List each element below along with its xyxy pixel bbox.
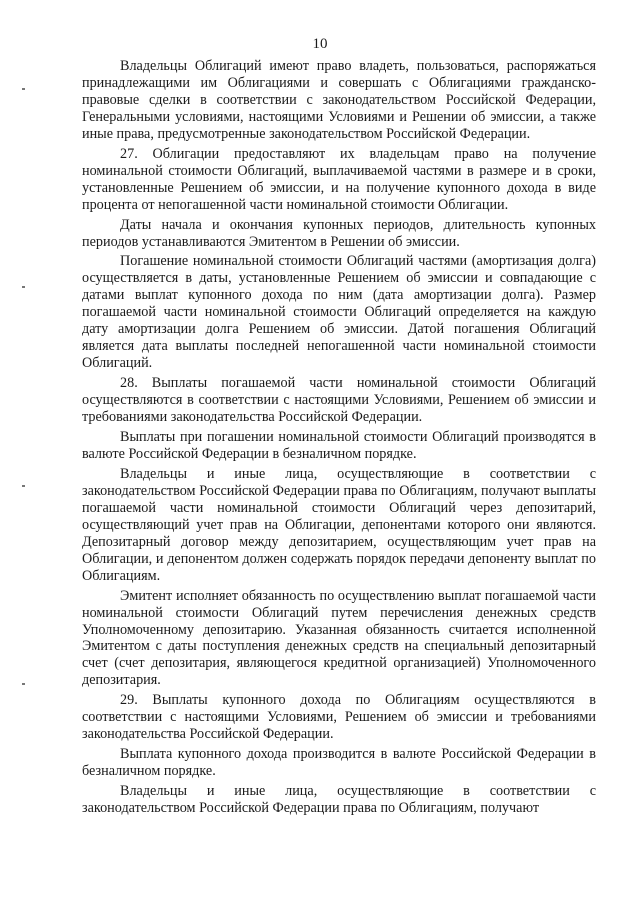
paragraph-28: 28. Выплаты погашаемой части номинальной стоимости Облигаций осуществляются в соответствии с настоящими Условиями, Решением об эмиссии и требованиями законодательства Российской Федерации. — [82, 375, 596, 426]
paragraph-amortization: Погашение номинальной стоимости Облигаций частями (амортизация долга) осуществляется в даты, установленные Решением об эмиссии и совпадающие с датами выплат купонного дохода по ним (дата амортизации долга). Размер погашаемой части номинальной стоимости Облигаций определяется на каждую дату амортизации долга Решением об эмиссии. Датой погашения Облигаций является дата выплаты последней непогашенной части номинальной стоимости Облигаций. — [82, 253, 596, 372]
scan-margin-mark — [22, 485, 25, 487]
paragraph-owners-receive: Владельцы и иные лица, осуществляющие в соответствии с законодательством Российской Федерации права по Облигациям, получают — [82, 783, 596, 817]
paragraph-issuer-obligation: Эмитент исполняет обязанность по осуществлению выплат погашаемой части номинальной стоимости Облигаций путем перечисления денежных средств Уполномоченному депозитарию. Указанная обязанность считается исполненной Эмитентом с даты поступления денежных средств на специальный депозитарный счет (счет депозитария, являющегося кредитной организацией) Уполномоченного депозитария. — [82, 587, 596, 689]
paragraph-payment-currency: Выплаты при погашении номинальной стоимости Облигаций производятся в валюте Российской Федерации в безналичном порядке. — [82, 429, 596, 462]
paragraph-depository-payments: Владельцы и иные лица, осуществляющие в соответствии с законодательством Российской Федерации права по Облигациям, получают выплаты погашаемой части номинальной стоимости Облигаций через депозитарий, осуществляющий учет прав на Облигации, депонентами которого они являются. Депозитарный договор между депозитарием, осуществляющим учет прав на Облигации, и депонентом должен содержать порядок передачи депоненту выплат по Облигациям. — [82, 465, 596, 584]
paragraph-owners-rights: Владельцы Облигаций имеют право владеть, пользоваться, распоряжаться принадлежащими им Облигациями и совершать с Облигациями гражданско-правовые сделки в соответствии с законодательством Российской Федерации, Генеральными условиями, настоящими Условиями и Решении об эмиссии, а также иные права, предусмотренные законодательством Российской Федерации. — [82, 58, 596, 142]
scan-margin-mark — [22, 88, 25, 90]
paragraph-29: 29. Выплаты купонного дохода по Облигациям осуществляются в соответствии с настоящими Условиями, Решением об эмиссии и требованиями законодательства Российской Федерации. — [82, 692, 596, 743]
paragraph-coupon-periods: Даты начала и окончания купонных периодов, длительность купонных периодов устанавливаются Эмитентом в Решении об эмиссии. — [82, 216, 596, 250]
paragraph-coupon-currency: Выплата купонного дохода производится в валюте Российской Федерации в безналичном порядке. — [82, 746, 596, 780]
paragraph-27: 27. Облигации предоставляют их владельцам право на получение номинальной стоимости Облигаций, выплачиваемой частями в размере и в сроки, установленные Решением об эмиссии, и на получение купонного дохода в виде процента от непогашенной части номинальной стоимости Облигации. — [82, 145, 596, 213]
scan-margin-mark — [22, 286, 25, 288]
document-body — [82, 58, 596, 820]
scan-margin-mark — [22, 683, 25, 685]
page-number: 10 — [312, 36, 328, 52]
